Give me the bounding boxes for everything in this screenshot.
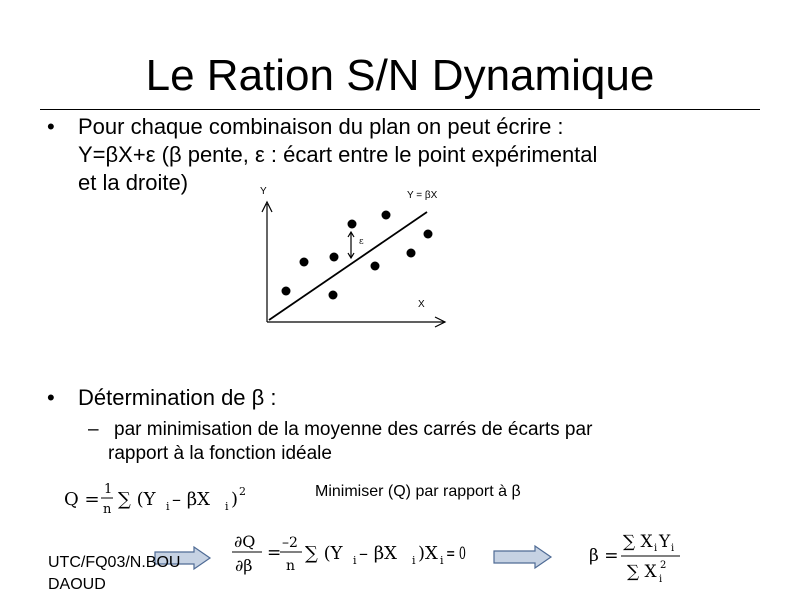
q-sub: i	[225, 500, 229, 513]
q-frac-den: n	[103, 502, 112, 517]
dq-mid2: )X	[418, 543, 438, 564]
q-frac-num: 1	[104, 482, 113, 497]
q-sum: ∑ (Y	[118, 489, 156, 510]
q-mid: – βX	[172, 489, 210, 510]
data-point	[282, 287, 291, 296]
q-lhs: Q =	[64, 489, 100, 510]
bullet-dot: •	[47, 114, 55, 139]
bullet-dot: •	[47, 385, 55, 410]
data-point	[329, 291, 338, 300]
data-point	[348, 220, 357, 229]
sub-line: rapport à la fonction idéale	[108, 443, 332, 464]
derivative-formula	[228, 527, 468, 583]
bullet-line: Y=βX+ε (β pente, ε : écart entre le point expérimental	[78, 142, 598, 167]
arrow-right-icon	[493, 545, 553, 569]
epsilon-label: ε	[359, 237, 364, 247]
line-label: Y = βX	[407, 190, 438, 201]
beta-num-sub: i	[654, 543, 658, 554]
dq-body: ∑ (Y	[305, 543, 343, 564]
regression-graph	[255, 182, 455, 327]
x-axis-label: X	[418, 299, 425, 310]
beta-lhs: β =	[589, 546, 619, 566]
beta-num-sub: i	[671, 543, 675, 554]
beta-den-exp: 2	[660, 560, 667, 571]
sub-bullet-text	[108, 418, 593, 466]
q-exp: 2	[239, 485, 246, 498]
dq-sub: i	[412, 554, 416, 567]
q-formula	[62, 475, 252, 523]
beta-den-sub: i	[659, 574, 663, 585]
dq-frac-den: n	[286, 558, 296, 574]
dq-frac-num: –2	[282, 535, 298, 551]
bullet-line: Pour chaque combinaison du plan on peut écrire :	[78, 114, 564, 139]
title-divider	[40, 109, 760, 110]
data-point	[382, 211, 391, 220]
q-end: )	[231, 489, 239, 510]
data-point	[424, 230, 433, 239]
dq-sub: i	[440, 554, 444, 567]
bullet-line: et la droite)	[78, 170, 189, 195]
slide-title: Le Ration S/N Dynamique	[145, 51, 655, 100]
minimize-note: Minimiser (Q) par rapport à β	[315, 483, 521, 500]
footer-author	[48, 552, 180, 596]
sub-dash: –	[88, 419, 99, 440]
sub-line: par minimisation de la moyenne des carrés de écarts par	[114, 419, 593, 440]
footer-line: DAOUD	[48, 576, 106, 593]
dq-den: ∂β	[235, 556, 253, 575]
data-point	[407, 249, 416, 258]
regression-line	[269, 212, 427, 320]
beta-num: ∑ X	[623, 532, 653, 552]
beta-num-y: Y	[659, 532, 671, 552]
beta-den: ∑ X	[627, 562, 657, 582]
data-point	[300, 258, 309, 267]
dq-end: = 0	[446, 544, 466, 564]
data-point	[371, 262, 380, 271]
footer-line: UTC/FQ03/N.BOU	[48, 554, 181, 571]
dq-num: ∂Q	[234, 532, 256, 551]
dq-sub: i	[353, 554, 357, 567]
y-axis-label: Y	[260, 186, 267, 197]
data-point	[330, 253, 339, 262]
dq-mid: – βX	[359, 543, 397, 564]
q-sub: i	[166, 500, 170, 513]
bullet-text: Détermination de β :	[78, 385, 277, 410]
dq-eq: =	[267, 543, 282, 563]
beta-formula	[585, 527, 690, 589]
